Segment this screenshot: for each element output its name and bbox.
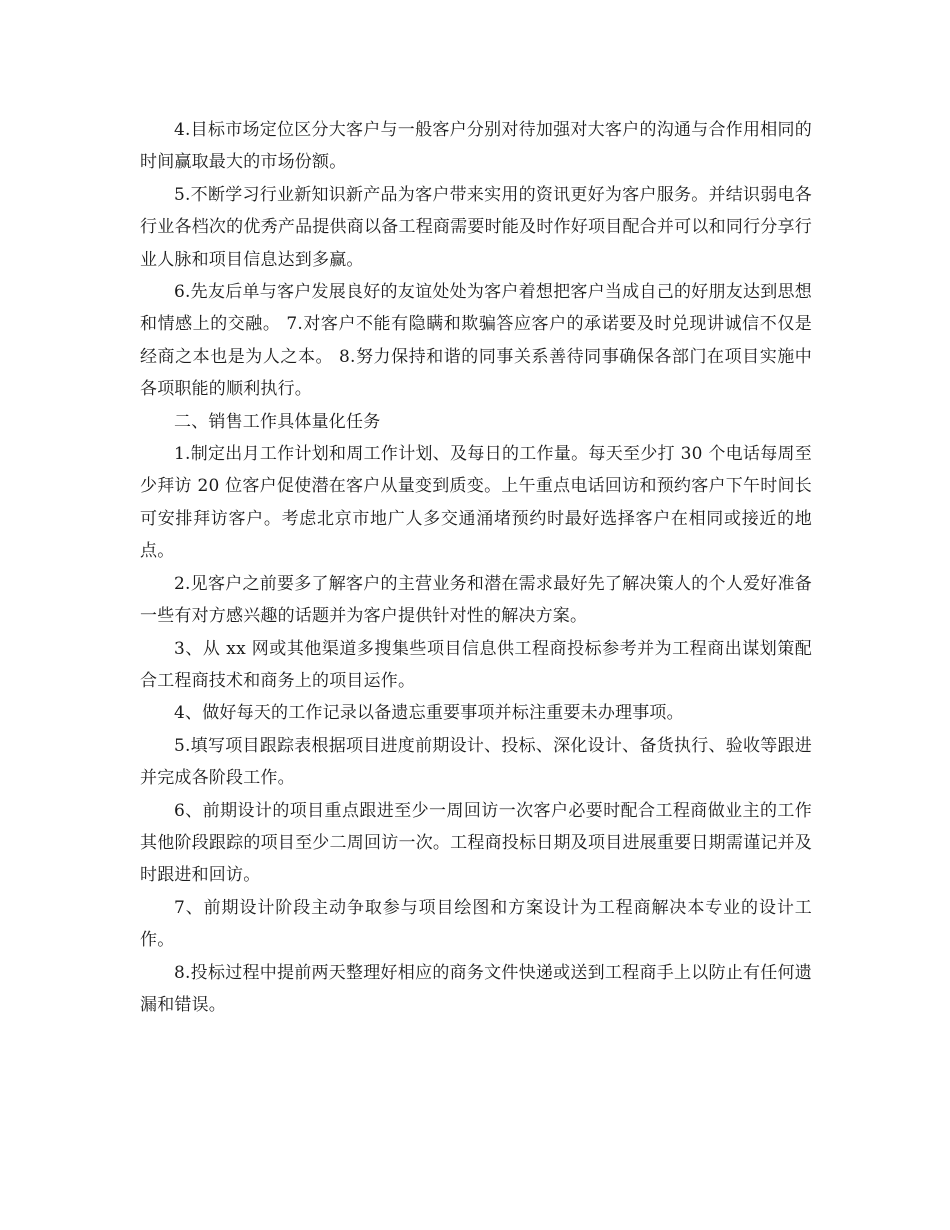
paragraph-client-research: 2.见客户之前要多了解客户的主营业务和潜在需求最好先了解决策人的个人爱好准备一些有对方感兴趣的话题并为客户提供针对性的解决方案。 <box>140 573 812 627</box>
paragraph-tracking-sheet: 5.填写项目跟踪表根据项目进度前期设计、投标、深化设计、备货执行、验收等跟进并完成各阶段工作。 <box>140 735 812 789</box>
paragraph-project-info: 3、从 xx 网或其他渠道多搜集些项目信息供工程商投标参考并为工程商出谋划策配合工程商技术和商务上的项目运作。 <box>140 638 812 691</box>
section-heading-sales-tasks: 二、销售工作具体量化任务 <box>174 411 381 432</box>
paragraph-target-market: 4.目标市场定位区分大客户与一般客户分别对待加强对大客户的沟通与合作用相同的时间赢取最大的市场份额。 <box>140 120 812 173</box>
paragraph-work-records: 4、做好每天的工作记录以备遗忘重要事项并标注重要未办理事项。 <box>174 703 684 724</box>
paragraph-relationships: 6.先友后单与客户发展良好的友谊处处为客户着想把客户当成自己的好朋友达到思想和情感上的交融。 7.对客户不能有隐瞒和欺骗答应客户的承诺要及时兑现讲诚信不仅是经商之本也是为人之本。 8.努力保持和谐的同事关系善待同事确保各部门在项目实施中各项职能的顺利执行。 <box>140 282 812 400</box>
paragraph-follow-up: 6、前期设计的项目重点跟进至少一周回访一次客户必要时配合工程商做业主的工作其他阶段跟踪的项目至少二周回访一次。工程商投标日期及项目进展重要日期需谨记并及时跟进和回访。 <box>140 800 812 886</box>
paragraph-work-plan: 1.制定出月工作计划和周工作计划、及每日的工作量。每天至少打 30 个电话每周至少拜访 20 位客户促使潜在客户从量变到质变。上午重点电话回访和预约客户下午时间长可安排拜访客户。考虑北京市地广人多交通涌堵预约时最好选择客户在相同或接近的地点。 <box>140 444 812 562</box>
paragraph-design-stage: 7、前期设计阶段主动争取参与项目绘图和方案设计为工程商解决本专业的设计工作。 <box>140 897 812 951</box>
paragraph-learning: 5.不断学习行业新知识新产品为客户带来实用的资讯更好为客户服务。并结识弱电各行业各档次的优秀产品提供商以备工程商需要时能及时作好项目配合并可以和同行分享行业人脉和项目信息达到多赢。 <box>140 184 812 270</box>
paragraph-bidding: 8.投标过程中提前两天整理好相应的商务文件快递或送到工程商手上以防止有任何遗漏和错误。 <box>140 962 812 1015</box>
document-page <box>140 114 812 1021</box>
